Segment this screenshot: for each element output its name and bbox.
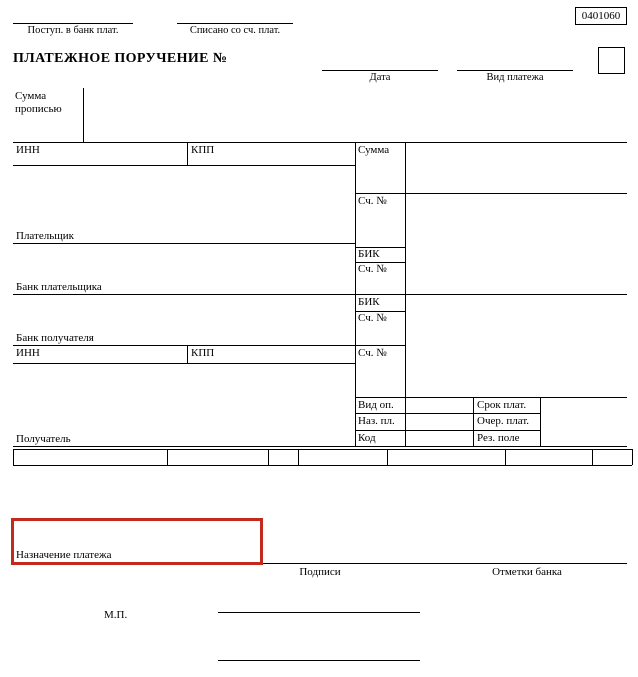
highlight-box xyxy=(11,518,263,565)
tax-field-cell[interactable] xyxy=(269,450,297,464)
payee-inn-field[interactable] xyxy=(13,346,186,362)
payment-type-field[interactable] xyxy=(457,55,573,69)
received-label: Поступ. в банк плат. xyxy=(27,25,119,36)
payer-inn-field[interactable] xyxy=(13,143,186,164)
form-code-box: 0401060 xyxy=(575,7,627,25)
payee-account-field[interactable] xyxy=(406,346,626,396)
tax-field-cell[interactable] xyxy=(593,450,631,464)
purpose-label: Назначение платежа xyxy=(16,549,112,561)
payer-underline xyxy=(13,243,355,244)
payee-bank-account-label: Сч. № xyxy=(358,312,387,324)
order-number-field[interactable] xyxy=(235,48,315,66)
payer-bank-field[interactable] xyxy=(13,248,354,280)
code-label: Код xyxy=(358,432,376,444)
payee-bank-bik-label: БИК xyxy=(358,296,380,308)
purpose-code-field[interactable] xyxy=(406,414,472,429)
payee-kpp-field[interactable] xyxy=(188,346,354,362)
date-field[interactable] xyxy=(322,55,438,69)
tax-field-cell[interactable] xyxy=(388,450,504,464)
term-values-field[interactable] xyxy=(541,398,627,445)
tax-field-cell[interactable] xyxy=(299,450,386,464)
tax-field-cell[interactable] xyxy=(14,450,166,464)
amount-words-label: Сумма прописью xyxy=(15,90,62,115)
payer-bank-label: Банк плательщика xyxy=(16,281,102,293)
signature-line-2[interactable] xyxy=(218,660,420,661)
code-field[interactable] xyxy=(406,431,472,445)
payment-type-label: Вид платежа xyxy=(486,72,544,83)
payer-bank-underline xyxy=(13,294,627,295)
payee-underline xyxy=(13,446,627,447)
payer-bank-bik-label: БИК xyxy=(358,248,380,260)
tax-field-cell[interactable] xyxy=(506,450,591,464)
payment-term-label: Срок плат. xyxy=(477,399,527,411)
date-line xyxy=(322,70,438,71)
payee-account-label: Сч. № xyxy=(358,347,387,359)
payer-account-field[interactable] xyxy=(406,194,626,246)
right-block-left-border xyxy=(355,142,356,446)
payee-bank-label: Банк получателя xyxy=(16,332,94,344)
payee-label: Получатель xyxy=(16,433,71,445)
sum-label: Сумма xyxy=(358,144,390,156)
purpose-code-label: Наз. пл. xyxy=(358,415,395,427)
tax-row-border xyxy=(632,449,633,465)
bank-marks-label: Отметки банка xyxy=(492,566,562,578)
tax-field-cell[interactable] xyxy=(168,450,267,464)
form-title: ПЛАТЕЖНОЕ ПОРУЧЕНИЕ № xyxy=(13,51,228,66)
payee-bank-bik-field[interactable] xyxy=(406,296,626,310)
payer-label: Плательщик xyxy=(16,230,74,242)
payment-type-line xyxy=(457,70,573,71)
debited-line xyxy=(177,23,293,24)
signatures-label: Подписи xyxy=(299,566,341,578)
payer-bank-bik-field[interactable] xyxy=(406,248,626,261)
payee-inn-label: ИНН xyxy=(16,347,40,359)
term-col-left-border xyxy=(473,397,474,446)
payee-field[interactable] xyxy=(13,364,354,430)
payer-account-label: Сч. № xyxy=(358,195,387,207)
payer-field[interactable] xyxy=(13,166,354,230)
payer-bank-account-field[interactable] xyxy=(406,263,626,293)
seal-label: М.П. xyxy=(104,609,128,621)
signature-line-1[interactable] xyxy=(218,612,420,613)
payer-bank-account-label: Сч. № xyxy=(358,263,387,275)
op-type-field[interactable] xyxy=(406,398,472,412)
payee-bank-field[interactable] xyxy=(13,296,354,331)
amount-words-divider xyxy=(83,88,84,142)
amount-words-field[interactable] xyxy=(85,88,625,140)
status-box[interactable] xyxy=(598,47,625,74)
tax-row-bottom-line xyxy=(13,465,632,466)
received-line xyxy=(13,23,133,24)
sum-field[interactable] xyxy=(406,143,626,192)
payer-kpp-field[interactable] xyxy=(188,143,354,164)
payee-kpp-label: КПП xyxy=(191,347,215,359)
date-label: Дата xyxy=(369,72,391,83)
reserve-field-label: Рез. поле xyxy=(477,432,520,444)
payer-kpp-label: КПП xyxy=(191,144,215,156)
payment-order-label: Очер. плат. xyxy=(477,415,530,427)
payee-bank-account-field[interactable] xyxy=(406,312,626,344)
payer-inn-label: ИНН xyxy=(16,144,40,156)
debited-label: Списано со сч. плат. xyxy=(189,25,281,36)
op-type-label: Вид оп. xyxy=(358,399,394,411)
